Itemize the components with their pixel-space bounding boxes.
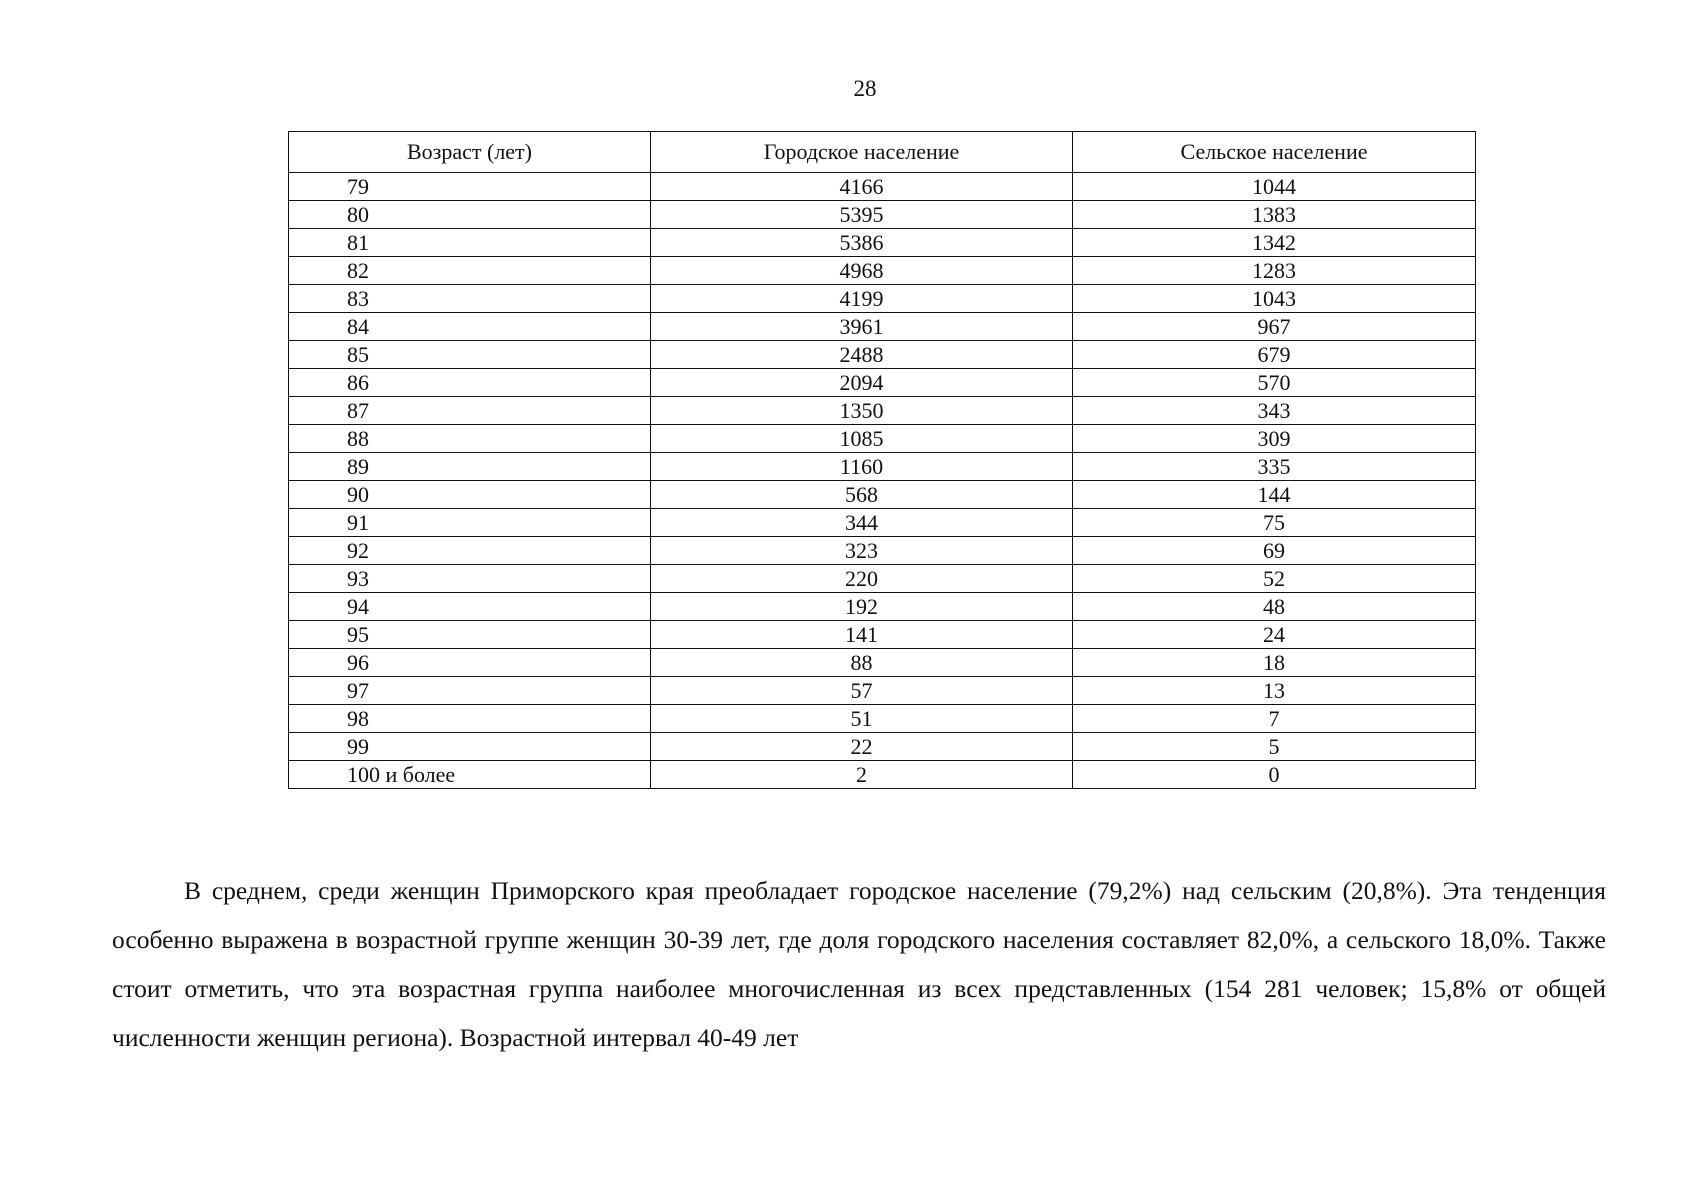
cell-rural: 343 bbox=[1073, 397, 1476, 425]
table-row bbox=[289, 425, 1476, 453]
cell-rural: 144 bbox=[1073, 481, 1476, 509]
cell-age: 90 bbox=[289, 481, 651, 509]
cell-rural: 1342 bbox=[1073, 229, 1476, 257]
cell-age: 96 bbox=[289, 649, 651, 677]
header-age: Возраст (лет) bbox=[289, 132, 651, 173]
cell-rural: 5 bbox=[1073, 733, 1476, 761]
cell-age: 87 bbox=[289, 397, 651, 425]
table-header-row bbox=[289, 132, 1476, 173]
cell-urban: 2 bbox=[651, 761, 1073, 789]
cell-urban: 3961 bbox=[651, 313, 1073, 341]
cell-rural: 679 bbox=[1073, 341, 1476, 369]
cell-rural: 48 bbox=[1073, 593, 1476, 621]
cell-rural: 1043 bbox=[1073, 285, 1476, 313]
table-row bbox=[289, 285, 1476, 313]
cell-urban: 192 bbox=[651, 593, 1073, 621]
cell-urban: 5386 bbox=[651, 229, 1073, 257]
cell-age: 95 bbox=[289, 621, 651, 649]
cell-age: 82 bbox=[289, 257, 651, 285]
table-row bbox=[289, 593, 1476, 621]
page-number: 28 bbox=[853, 76, 877, 101]
cell-urban: 22 bbox=[651, 733, 1073, 761]
cell-rural: 1283 bbox=[1073, 257, 1476, 285]
cell-rural: 69 bbox=[1073, 537, 1476, 565]
cell-rural: 18 bbox=[1073, 649, 1476, 677]
table-row bbox=[289, 201, 1476, 229]
cell-age: 94 bbox=[289, 593, 651, 621]
table-row bbox=[289, 621, 1476, 649]
cell-urban: 4199 bbox=[651, 285, 1073, 313]
cell-urban: 323 bbox=[651, 537, 1073, 565]
cell-age: 81 bbox=[289, 229, 651, 257]
cell-age: 86 bbox=[289, 369, 651, 397]
cell-rural: 7 bbox=[1073, 705, 1476, 733]
cell-rural: 13 bbox=[1073, 677, 1476, 705]
cell-urban: 344 bbox=[651, 509, 1073, 537]
cell-urban: 88 bbox=[651, 649, 1073, 677]
table-row bbox=[289, 649, 1476, 677]
cell-age: 97 bbox=[289, 677, 651, 705]
cell-urban: 2094 bbox=[651, 369, 1073, 397]
table-row bbox=[289, 565, 1476, 593]
cell-age: 100 и более bbox=[289, 761, 651, 789]
table-row bbox=[289, 229, 1476, 257]
cell-rural: 75 bbox=[1073, 509, 1476, 537]
cell-urban: 4968 bbox=[651, 257, 1073, 285]
cell-age: 84 bbox=[289, 313, 651, 341]
cell-rural: 24 bbox=[1073, 621, 1476, 649]
table-row bbox=[289, 509, 1476, 537]
cell-age: 91 bbox=[289, 509, 651, 537]
cell-urban: 5395 bbox=[651, 201, 1073, 229]
cell-urban: 1085 bbox=[651, 425, 1073, 453]
header-urban: Городское население bbox=[651, 132, 1073, 173]
cell-age: 79 bbox=[289, 173, 651, 201]
cell-rural: 570 bbox=[1073, 369, 1476, 397]
cell-age: 99 bbox=[289, 733, 651, 761]
table-row bbox=[289, 705, 1476, 733]
table-row bbox=[289, 397, 1476, 425]
table-row bbox=[289, 313, 1476, 341]
cell-urban: 2488 bbox=[651, 341, 1073, 369]
cell-urban: 57 bbox=[651, 677, 1073, 705]
cell-age: 83 bbox=[289, 285, 651, 313]
table-row bbox=[289, 453, 1476, 481]
table-row bbox=[289, 761, 1476, 789]
table-body bbox=[289, 173, 1476, 789]
population-table bbox=[288, 131, 1476, 789]
cell-urban: 1160 bbox=[651, 453, 1073, 481]
cell-rural: 1044 bbox=[1073, 173, 1476, 201]
cell-urban: 1350 bbox=[651, 397, 1073, 425]
cell-age: 80 bbox=[289, 201, 651, 229]
table-row bbox=[289, 481, 1476, 509]
table-row bbox=[289, 341, 1476, 369]
table-row bbox=[289, 369, 1476, 397]
cell-age: 98 bbox=[289, 705, 651, 733]
table-row bbox=[289, 677, 1476, 705]
table-row bbox=[289, 733, 1476, 761]
cell-age: 93 bbox=[289, 565, 651, 593]
table-row bbox=[289, 257, 1476, 285]
cell-urban: 4166 bbox=[651, 173, 1073, 201]
cell-urban: 220 bbox=[651, 565, 1073, 593]
cell-rural: 0 bbox=[1073, 761, 1476, 789]
cell-rural: 1383 bbox=[1073, 201, 1476, 229]
cell-rural: 967 bbox=[1073, 313, 1476, 341]
cell-urban: 51 bbox=[651, 705, 1073, 733]
cell-age: 88 bbox=[289, 425, 651, 453]
table-row bbox=[289, 173, 1476, 201]
cell-rural: 335 bbox=[1073, 453, 1476, 481]
body-paragraph: В среднем, среди женщин Приморского края преобладает городское население (79,2%) над сельским (20,8%). Эта тенденция особенно выражена в возрастной группе женщин 30-39 лет, где доля городского населения составляет 82,0%, а сельского 18,0%. Также стоит отметить, что эта возрастная группа наиболее многочисленная из всех представленных (154 281 человек; 15,8% от общей численности женщин региона). Возрастной интервал 40-49 лет bbox=[112, 876, 1606, 1052]
header-rural: Сельское население bbox=[1073, 132, 1476, 173]
cell-age: 92 bbox=[289, 537, 651, 565]
cell-urban: 568 bbox=[651, 481, 1073, 509]
cell-urban: 141 bbox=[651, 621, 1073, 649]
cell-rural: 309 bbox=[1073, 425, 1476, 453]
cell-age: 85 bbox=[289, 341, 651, 369]
table-row bbox=[289, 537, 1476, 565]
cell-rural: 52 bbox=[1073, 565, 1476, 593]
cell-age: 89 bbox=[289, 453, 651, 481]
